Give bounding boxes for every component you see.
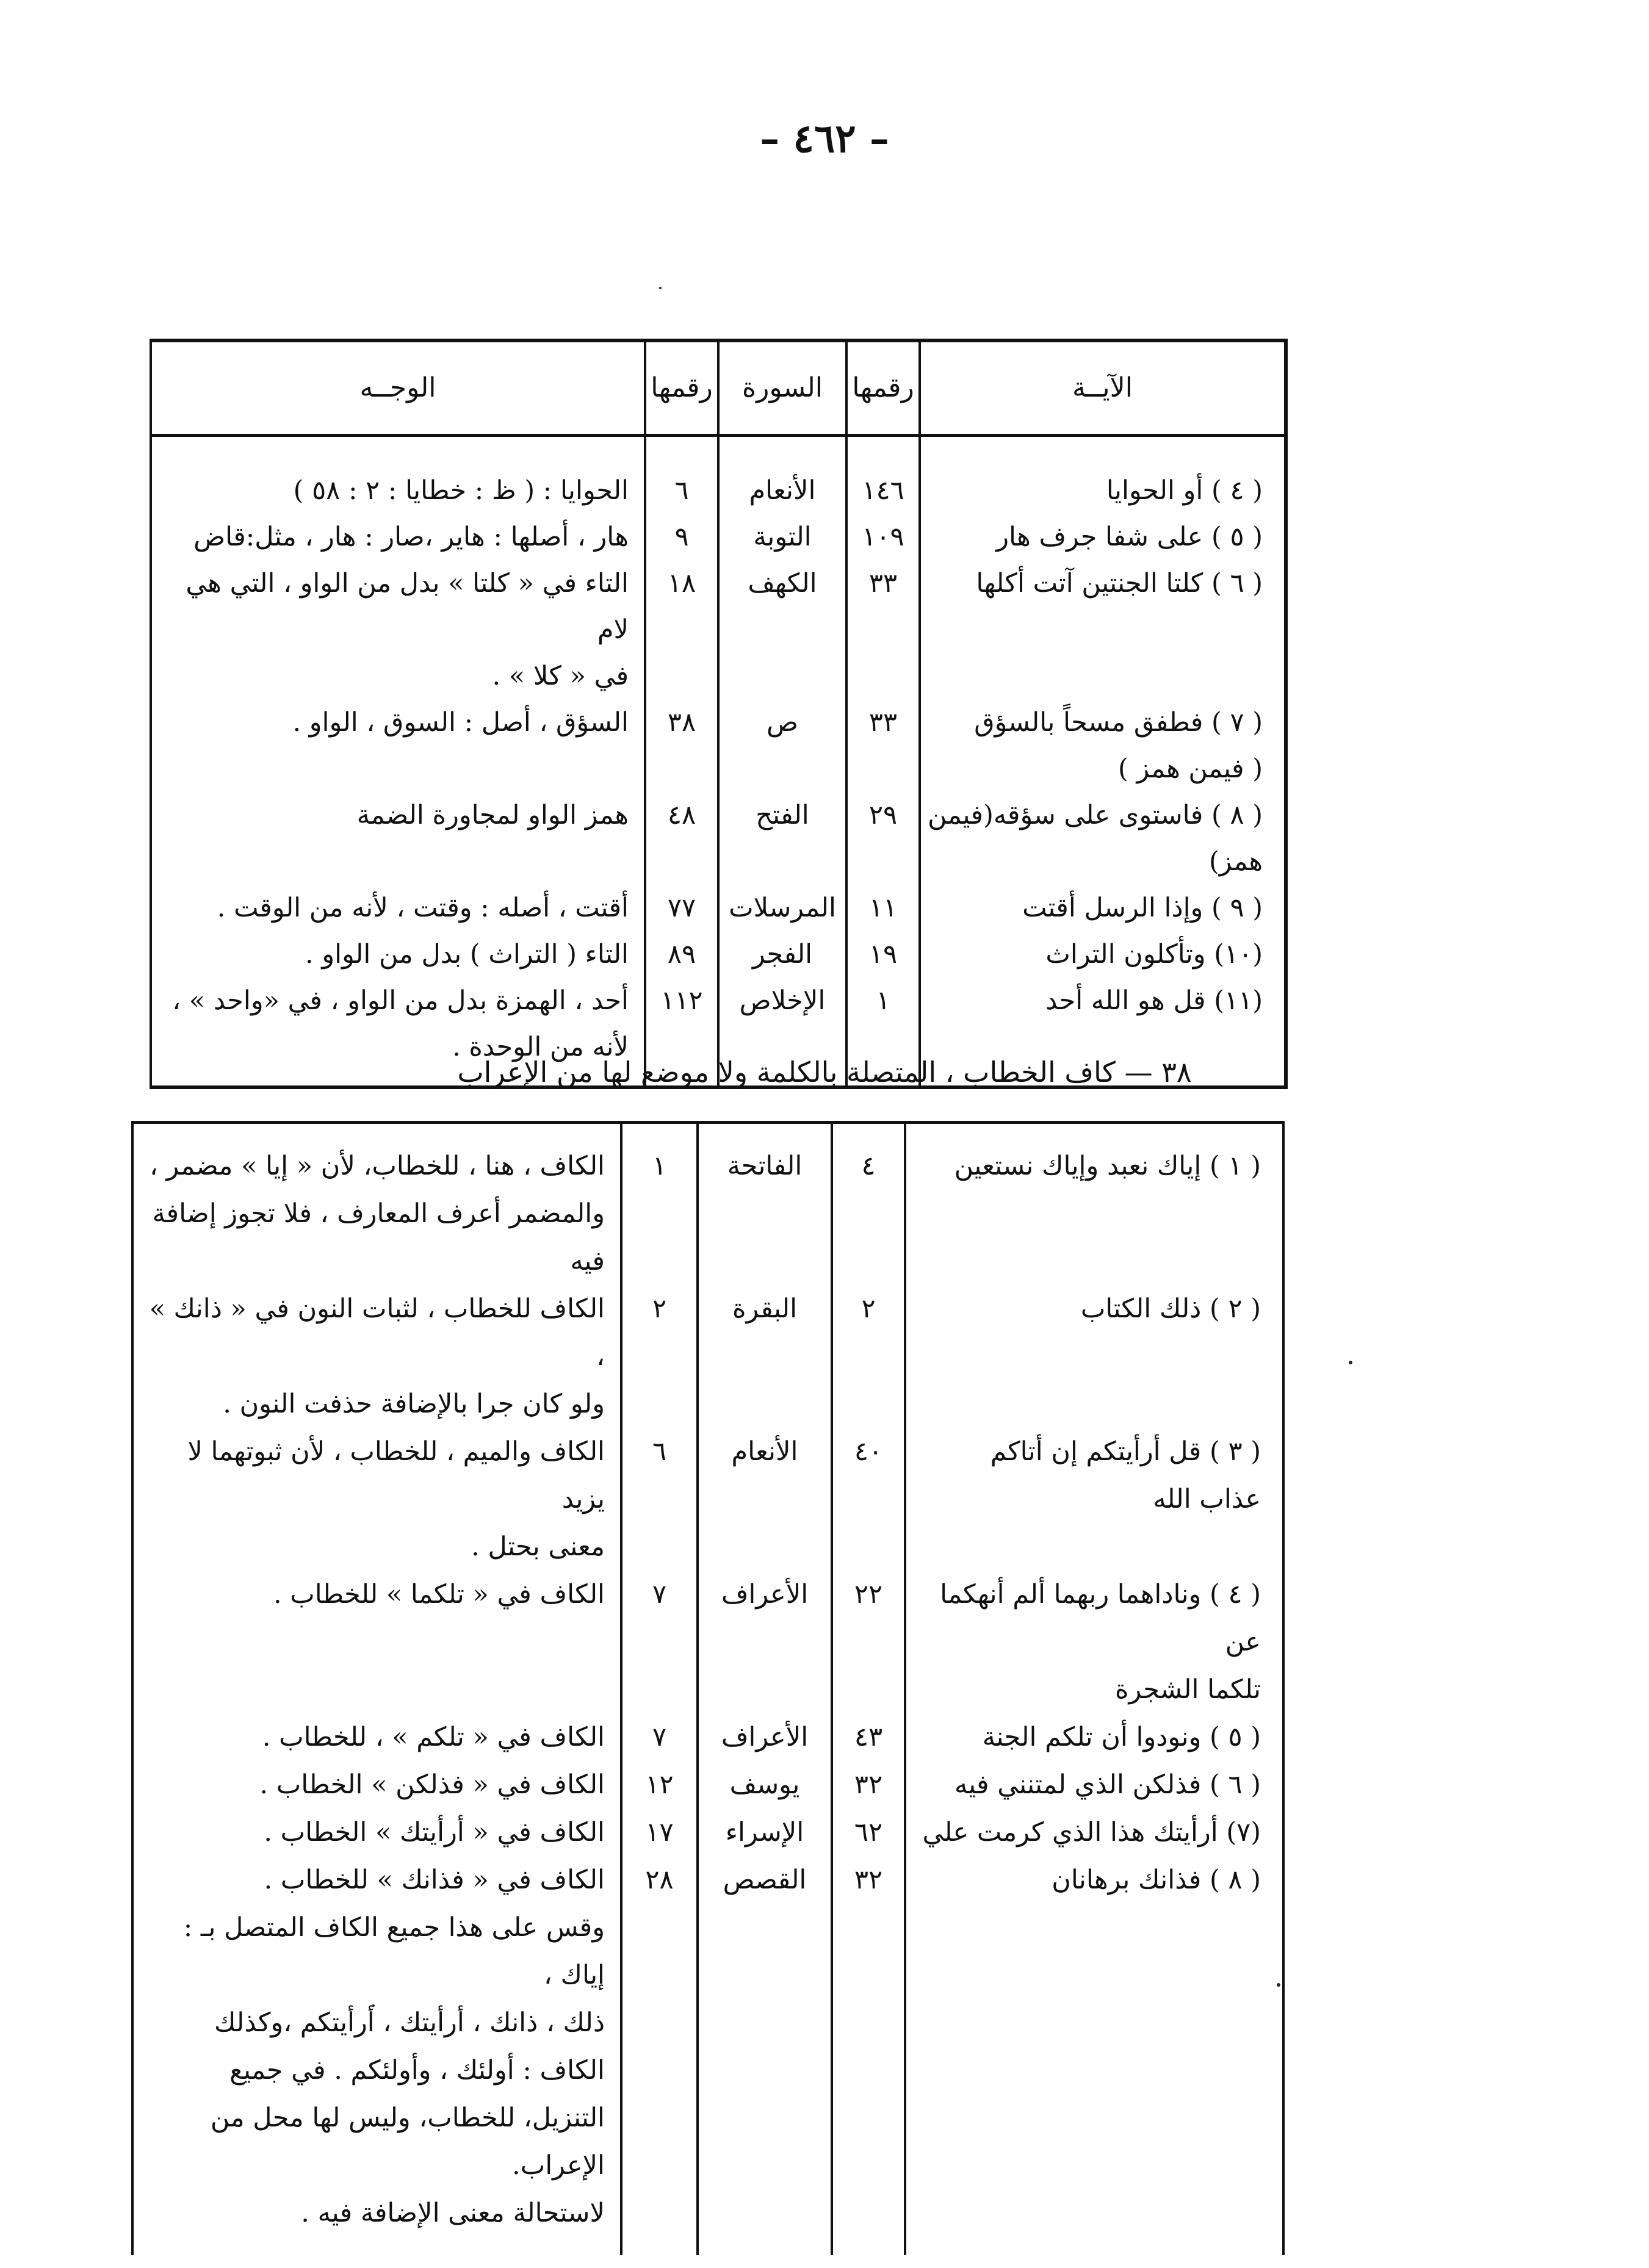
- cell-aya-line: (١٠) وتأكلون التراث: [1045, 939, 1263, 970]
- cell-wajh: [151, 514, 645, 560]
- table-row: [151, 514, 1286, 560]
- cell-aya: [905, 1123, 1283, 1286]
- cell-aya: [905, 1571, 1283, 1713]
- cell-aya-line: ( ٩ ) وإذا الرسل أقتت: [1022, 893, 1263, 923]
- column-header-wajh: الوجــه: [151, 340, 645, 436]
- cell-sura: المرسلات: [718, 885, 846, 931]
- table-row: [151, 560, 1286, 699]
- table-row: [151, 699, 1286, 792]
- cell-sura: الفتح: [718, 792, 846, 885]
- table-khitab-kaf: [131, 1121, 1285, 2255]
- cell-wajh: [132, 1809, 621, 1856]
- cell-aya: [905, 1809, 1283, 1856]
- cell-aya-line: ( ٦ ) كلتا الجنتين آتت أكلها: [976, 568, 1263, 599]
- cell-sura-number: ٤٨: [645, 792, 718, 885]
- cell-aya-line: ( ٣ ) قل أرأيتكم إن أتاكم: [990, 1436, 1261, 1467]
- cell-sura: الأعراف: [698, 1571, 832, 1713]
- cell-wajh-line: ذلك ، ذانك ، أرأيتك ، أرأيتكم ،وكذلك: [214, 2007, 605, 2038]
- cell-aya-number: ٣٣: [846, 699, 920, 792]
- cell-wajh-line: التاء ( التراث ) بدل من الواو .: [305, 939, 629, 970]
- cell-sura-number: ٧: [621, 1713, 698, 1761]
- cell-aya: [905, 1428, 1283, 1571]
- cell-wajh-line: التاء في « كلتا » بدل من الواو ، التي هي لام: [186, 568, 629, 645]
- speck-mark: [1349, 1361, 1352, 1364]
- cell-wajh: [151, 885, 645, 931]
- cell-wajh-line: أحد ، الهمزة بدل من الواو ، في «واحد » ،: [172, 985, 629, 1016]
- cell-aya-number: ١٩: [846, 931, 920, 977]
- cell-wajh: [132, 1123, 621, 1286]
- cell-aya-line: تلكما الشجرة: [1115, 1674, 1261, 1705]
- cell-aya-line: ( ٨ ) فذانك برهانان: [1052, 1865, 1261, 1895]
- cell-aya-line: ( فيمن همز ): [1118, 754, 1263, 784]
- column-header-sura-number: رقمها: [645, 340, 718, 436]
- cell-wajh-line: الكاف في « تلكما » للخطاب .: [273, 1579, 605, 1610]
- cell-wajh-line: الكاف في « فذانك » للخطاب .: [264, 1865, 605, 1895]
- table-row: [132, 1571, 1283, 1713]
- cell-sura-number: ١٧: [621, 1809, 698, 1856]
- cell-wajh-line: الكاف والميم ، للخطاب ، لأن ثبوتهما لا يزيد: [187, 1436, 605, 1514]
- page-number: – ٤٦٢ –: [760, 116, 889, 162]
- speck-mark: [659, 287, 662, 289]
- cell-sura: الإخلاص: [718, 977, 846, 1087]
- cell-sura-number: ٢: [621, 1285, 698, 1428]
- cell-aya-number: ٤٣: [832, 1713, 905, 1761]
- cell-wajh-line: التنزيل، للخطاب، وليس لها محل من الإعراب.: [210, 2103, 605, 2181]
- cell-aya: [920, 885, 1286, 931]
- cell-aya: [920, 560, 1286, 699]
- cell-wajh-line: أقتت ، أصله : وقتت ، لأنه من الوقت .: [217, 893, 629, 923]
- cell-aya: [905, 1713, 1283, 1761]
- cell-sura: ص: [718, 699, 846, 792]
- cell-aya: [920, 514, 1286, 560]
- cell-sura-number: ٣٨: [645, 699, 718, 792]
- cell-aya-line: ( ٨ ) فاستوى على سؤقه(فيمن همز): [927, 800, 1263, 877]
- cell-wajh: [132, 1904, 621, 2255]
- section-heading: ٣٨ — كاف الخطاب ، المتصلة بالكلمة ولا موضع لها من الإعراب: [457, 1056, 1192, 1089]
- cell-wajh-line: لأنه من الوحدة .: [452, 1032, 629, 1062]
- cell-wajh: [151, 436, 645, 514]
- cell-aya-line: ( ٢ ) ذلك الكتاب: [1080, 1294, 1261, 1324]
- cell-aya: [920, 931, 1286, 977]
- cell-aya-number: ٣٢: [832, 1856, 905, 1904]
- cell-wajh-line: لاستحالة معنى الإضافة فيه .: [301, 2198, 605, 2228]
- cell-sura: التوبة: [718, 514, 846, 560]
- cell-wajh-line: الحوايا : ( ظ : خطايا : ٢ : ٥٨ ): [293, 475, 629, 506]
- cell-wajh-line: في « كلا » .: [492, 661, 629, 691]
- table-row: [132, 1761, 1283, 1809]
- cell-aya-line: ( ٥ ) على شفا جرف هار: [996, 522, 1263, 552]
- cell-aya-number: ١: [846, 977, 920, 1087]
- cell-aya-number: ٢٢: [832, 1571, 905, 1713]
- cell-wajh-line: ولو كان جرا بالإضافة حذفت النون .: [223, 1389, 605, 1419]
- cell-wajh: [132, 1761, 621, 1809]
- cell-wajh-line: السؤق ، أصل : السوق ، الواو .: [292, 707, 629, 738]
- cell-sura: القصص: [698, 1856, 832, 1904]
- column-header-aya-number: رقمها: [846, 340, 920, 436]
- cell-aya-number: ٢٩: [846, 792, 920, 885]
- table-row: [132, 1856, 1283, 1904]
- cell-wajh: [151, 931, 645, 977]
- cell-aya: [905, 1856, 1283, 1904]
- cell-wajh-line: الكاف : أولئك ، وأولئكم . في جميع: [229, 2055, 605, 2086]
- table-row: [132, 1713, 1283, 1761]
- cell-sura: [698, 1904, 832, 2255]
- cell-sura-number: ٢٨: [621, 1856, 698, 1904]
- cell-sura-number: ١١٢: [645, 977, 718, 1087]
- cell-wajh-line: الكاف في « فذلكن » الخطاب .: [259, 1769, 605, 1800]
- cell-sura-number: [621, 1904, 698, 2255]
- table-row: [151, 792, 1286, 885]
- cell-wajh-line: الكاف للخطاب ، لثبات النون في « ذانك » ،: [149, 1294, 605, 1372]
- cell-aya-number: ٣٣: [846, 560, 920, 699]
- cell-aya: [905, 1285, 1283, 1428]
- cell-wajh-line: الكاف في « تلكم » ، للخطاب .: [262, 1722, 605, 1752]
- cell-sura: الكهف: [718, 560, 846, 699]
- cell-aya-number: ٣٢: [832, 1761, 905, 1809]
- cell-wajh: [132, 1713, 621, 1761]
- table-header-row: [151, 340, 1286, 436]
- cell-sura: الأنعام: [698, 1428, 832, 1571]
- cell-sura-number: ٦: [621, 1428, 698, 1571]
- table-row: [151, 931, 1286, 977]
- cell-aya-line: ( ٤ ) وناداهما ربهما ألم أنهكما عن: [940, 1579, 1261, 1657]
- cell-aya: [920, 792, 1286, 885]
- table-row: [151, 885, 1286, 931]
- cell-sura-number: ٨٩: [645, 931, 718, 977]
- cell-sura-number: ٦: [645, 436, 718, 514]
- column-header-aya: الآيــة: [920, 340, 1286, 436]
- cell-wajh: [132, 1285, 621, 1428]
- table-derived-words: [150, 339, 1288, 1089]
- cell-sura: الفجر: [718, 931, 846, 977]
- cell-sura: الأعراف: [698, 1713, 832, 1761]
- table-row: [132, 1285, 1283, 1428]
- cell-sura: يوسف: [698, 1761, 832, 1809]
- cell-wajh-line: الكاف في « أرأيتك » الخطاب .: [264, 1817, 605, 1848]
- cell-aya-line: عذاب الله: [1153, 1484, 1261, 1514]
- cell-aya-number: [832, 1904, 905, 2255]
- cell-aya-line: ( ٧ ) فطفق مسحاً بالسؤق: [974, 707, 1263, 738]
- cell-sura: الإسراء: [698, 1809, 832, 1856]
- cell-aya: [905, 1761, 1283, 1809]
- cell-wajh-line: هار ، أصلها : هاير ،صار : هار ، مثل:قاض: [193, 522, 629, 552]
- cell-wajh-line: الكاف ، هنا ، للخطاب، لأن « إيا » مضمر ،: [149, 1151, 605, 1181]
- cell-wajh-line: معنى بحتل .: [471, 1532, 605, 1562]
- cell-aya-line: ( ٤ ) أو الحوايا: [1106, 475, 1263, 506]
- table-row: [132, 1904, 1283, 2255]
- cell-sura: البقرة: [698, 1285, 832, 1428]
- cell-sura-number: ٩: [645, 514, 718, 560]
- cell-aya-number: ٤: [832, 1123, 905, 1286]
- cell-sura: الفاتحة: [698, 1123, 832, 1286]
- cell-aya-line: ( ٦ ) فذلكن الذي لمتنني فيه: [954, 1769, 1261, 1800]
- cell-aya: [905, 1904, 1283, 2255]
- table-row: [151, 436, 1286, 514]
- cell-aya-number: ٦٢: [832, 1809, 905, 1856]
- cell-wajh: [151, 560, 645, 699]
- cell-aya-number: ١٤٦: [846, 436, 920, 514]
- table-row: [132, 1809, 1283, 1856]
- cell-aya: [920, 699, 1286, 792]
- cell-wajh: [151, 699, 645, 792]
- cell-sura-number: ٧: [621, 1571, 698, 1713]
- cell-wajh-line: همز الواو لمجاورة الضمة: [356, 800, 629, 830]
- cell-aya-number: ٢: [832, 1285, 905, 1428]
- cell-wajh: [132, 1571, 621, 1713]
- cell-aya: [920, 436, 1286, 514]
- cell-sura-number: ١: [621, 1123, 698, 1286]
- cell-aya-number: ١٠٩: [846, 514, 920, 560]
- cell-wajh-line: وقس على هذا جميع الكاف المتصل بـ : إياك ،: [183, 1912, 605, 1990]
- cell-sura-number: ١٢: [621, 1761, 698, 1809]
- table-row: [132, 1428, 1283, 1571]
- cell-aya-line: (٧) أرأيتك هذا الذي كرمت علي: [922, 1817, 1261, 1848]
- cell-aya-line: (١١) قل هو الله أحد: [1045, 985, 1263, 1016]
- cell-aya-number: ٤٠: [832, 1428, 905, 1571]
- cell-wajh-line: والمضمر أعرف المعارف ، فلا تجوز إضافة فيه: [152, 1198, 605, 1276]
- cell-sura: الأنعام: [718, 436, 846, 514]
- cell-sura-number: ٧٧: [645, 885, 718, 931]
- cell-wajh: [151, 792, 645, 885]
- cell-wajh: [132, 1856, 621, 1904]
- cell-aya-line: ( ٥ ) ونودوا أن تلكم الجنة: [982, 1722, 1261, 1752]
- table-row: [132, 1123, 1283, 1286]
- column-header-sura: السورة: [718, 340, 846, 436]
- cell-sura-number: ١٨: [645, 560, 718, 699]
- cell-wajh: [132, 1428, 621, 1571]
- cell-aya-number: ١١: [846, 885, 920, 931]
- cell-aya-line: ( ١ ) إياك نعبد وإياك نستعين: [954, 1151, 1261, 1181]
